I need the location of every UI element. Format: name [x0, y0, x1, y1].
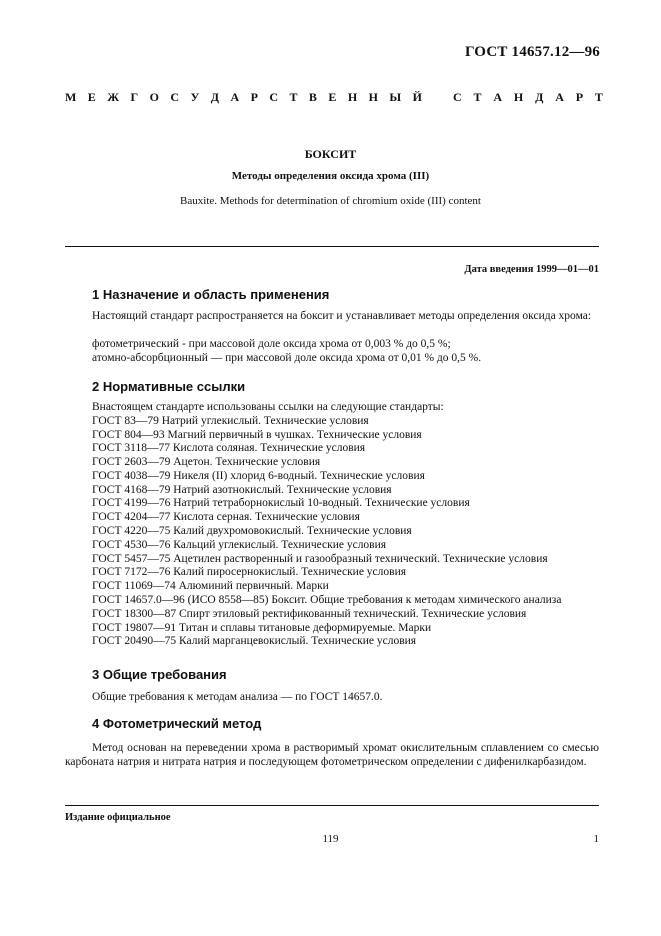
section-2-heading: 2 Нормативные ссылки	[92, 379, 246, 394]
document-code: ГОСТ 14657.12—96	[464, 44, 600, 60]
banner-letter: Е	[87, 90, 96, 104]
reference-item: ГОСТ 83—79 Натрий углекислый. Технические условия	[92, 414, 369, 427]
banner-letter: С	[269, 90, 279, 104]
banner-letter: Т	[289, 90, 298, 104]
banner-letter: А	[230, 90, 240, 104]
section-4-heading: 4 Фотометрический метод	[92, 716, 262, 731]
banner-letter: Д	[535, 90, 544, 104]
sheet-number: 1	[593, 833, 599, 845]
intro-date: Дата введения 1999—01—01	[464, 264, 599, 275]
reference-item: ГОСТ 7172—76 Калий пиросернокислый. Технические условия	[92, 566, 407, 579]
reference-item: ГОСТ 4038—79 Никеля (II) хлорид 6-водный. Технические условия	[92, 469, 425, 482]
banner-letter: Д	[210, 90, 220, 104]
references-intro: Внастоящем стандарте использованы ссылки на следующие стандарты:	[92, 401, 444, 413]
banner-letter: Й	[412, 90, 422, 104]
reference-item: ГОСТ 4220—75 Калий двухромовокислый. Технические условия	[92, 525, 412, 538]
banner-letter: У	[190, 90, 200, 104]
reference-item: ГОСТ 14657.0—96 (ИСО 8558—85) Боксит. Общие требования к методам химического анализа	[92, 593, 562, 606]
banner-letter: Ж	[107, 90, 120, 104]
reference-item: ГОСТ 3118—77 Кислота соляная. Технические условия	[92, 442, 366, 455]
reference-item: ГОСТ 18300—87 Спирт этиловый ректификованный технический. Технические условия	[92, 607, 527, 620]
banner-letter: Е	[328, 90, 337, 104]
interstate-standard-banner	[65, 90, 603, 105]
reference-item: ГОСТ 19807—91 Титан и сплавы титановые деформируемые. Марки	[92, 621, 432, 634]
banner-letter: С	[170, 90, 180, 104]
banner-letter: Р	[250, 90, 258, 104]
english-title: Bauxite. Methods for determination of chromium oxide (III) content	[180, 195, 481, 207]
banner-letter: В	[308, 90, 317, 104]
banner-letter: Н	[513, 90, 524, 104]
banner-word-interstate	[65, 90, 422, 105]
document-subtitle: Методы определения оксида хрома (III)	[231, 170, 430, 182]
reference-item: ГОСТ 2603—79 Ацетон. Технические условия	[92, 456, 321, 469]
reference-item: ГОСТ 20490—75 Калий марганцевокислый. Технические условия	[92, 635, 417, 648]
reference-item: ГОСТ 4204—77 Кислота серная. Технические условия	[92, 511, 360, 524]
banner-letter: С	[453, 90, 462, 104]
reference-item: ГОСТ 4530—76 Кальций углекислый. Технические условия	[92, 538, 387, 551]
section-1-heading: 1 Назначение и область применения	[92, 287, 330, 302]
reference-item: ГОСТ 4199—76 Натрий тетраборнокислый 10-водный. Технические условия	[92, 497, 470, 510]
document-title: БОКСИТ	[304, 147, 357, 161]
section-3-paragraph: Общие требования к методам анализа — по ГОСТ 14657.0.	[92, 691, 383, 703]
references-list	[92, 401, 561, 649]
page-number: 119	[322, 833, 339, 845]
banner-letter: Н	[347, 90, 358, 104]
reference-item: ГОСТ 4168—79 Натрий азотнокислый. Технические условия	[92, 483, 392, 496]
banner-letter: А	[493, 90, 503, 104]
banner-letter: Р	[575, 90, 584, 104]
banner-letter: Т	[594, 90, 603, 104]
reference-item: ГОСТ 5457—75 Ацетилен растворенный и газообразный технический. Технические условия	[92, 552, 548, 565]
top-divider	[65, 246, 599, 247]
banner-letter: Ы	[389, 90, 402, 104]
section-3-heading: 3 Общие требования	[92, 667, 227, 682]
reference-item: ГОСТ 804—93 Магний первичный в чушках. Технические условия	[92, 428, 422, 441]
reference-item: ГОСТ 11069—74 Алюминий первичный. Марки	[92, 580, 329, 593]
section-4-paragraph: Метод основан на переведении хрома в растворимый хромат окислительным сплавлением со смесью карбоната натрия и нитрата натрия и последующем фотометрическом определении с дифенилкарбазидом.	[65, 742, 599, 768]
section-1-item: атомно-абсорбционный — при массовой доле оксида хрома от 0,01 % до 0,5 %.	[92, 352, 482, 364]
banner-letter: М	[65, 90, 77, 104]
banner-letter: О	[149, 90, 159, 104]
banner-letter: А	[555, 90, 564, 104]
official-edition-label: Издание официальное	[65, 812, 171, 823]
banner-letter: Н	[368, 90, 378, 104]
section-1-item: фотометрический - при массовой доле оксида хрома от 0,003 % до 0,5 %;	[92, 338, 451, 350]
banner-word-standard	[453, 90, 603, 105]
banner-letter: Г	[130, 90, 139, 104]
footer-divider	[65, 805, 599, 806]
banner-letter: Т	[473, 90, 482, 104]
section-1-paragraph: Настоящий стандарт распространяется на боксит и устанавливает методы определения оксида хрома:	[92, 310, 592, 322]
